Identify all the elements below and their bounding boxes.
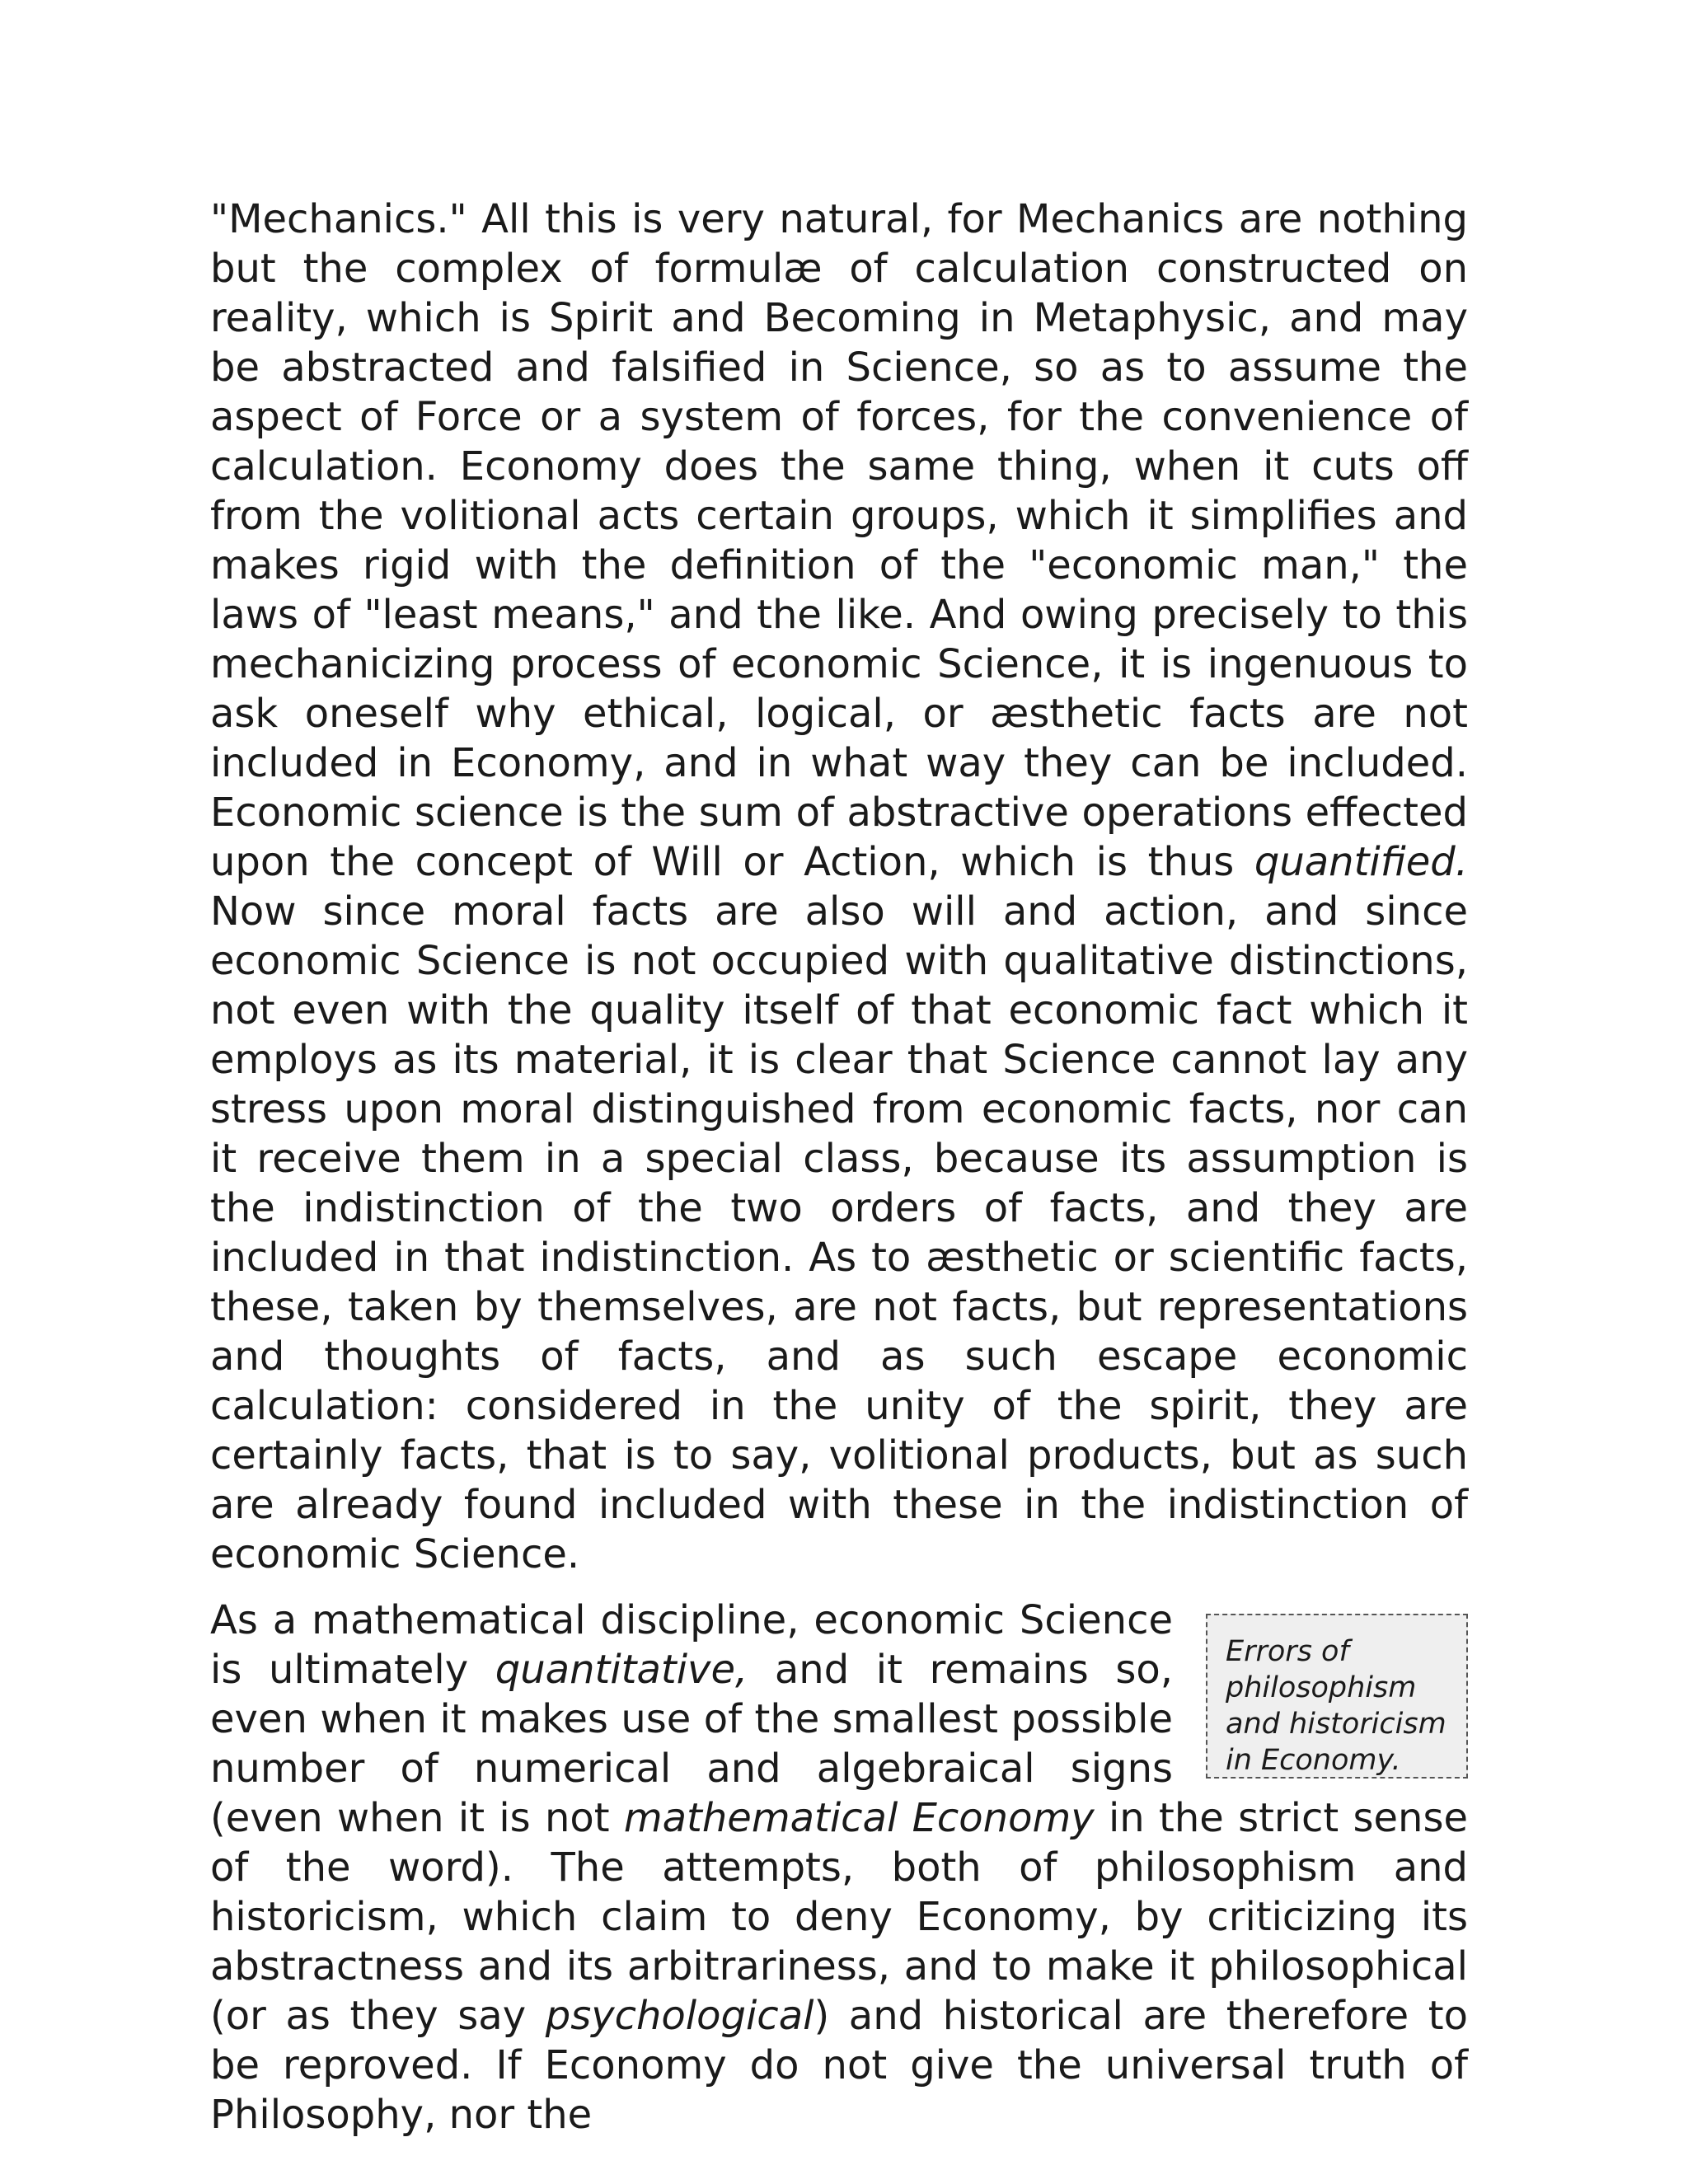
page-body xyxy=(210,194,1468,2139)
paragraph-2-text-a: As a mathematical discipline, economic Science is ultimately xyxy=(210,1597,1173,1693)
paragraph-1-text-b: Now since moral facts are also will and action, and since economic Science is not occupied with qualitative distinctions, not even with the quality itself of that economic fact which it employs as its material, it is clear that Science cannot lay any stress upon moral distinguished from economic facts, nor can it receive them in a special class, because its assumption is the indistinction of the two orders of facts, and they are included in that indistinction. As to æsthetic or scientific facts, these, taken by themselves, are not facts, but representations and thoughts of facts, and as such escape economic calculation: considered in the unity of the spirit, they are certainly facts, that is to say, volitional products, but as such are already found included with these in the indistinction of economic Science. xyxy=(210,888,1468,1577)
paragraph-2-emphasis-psychological: psychological xyxy=(545,1993,814,2039)
paragraph-2-text-b: and it remains so, even when it makes use of the smallest possible number of numerical and algebraical signs (even when it is not xyxy=(210,1647,1173,1841)
paragraph-2-emphasis-quantitative: quantitative, xyxy=(495,1647,748,1693)
paragraph-1 xyxy=(210,194,1468,1579)
paragraph-2-text-d: ) and historical are therefore to be reproved. If Economy do not give the universal truth of Philosophy, nor the xyxy=(210,1993,1468,2138)
paragraph-2 xyxy=(210,1596,1468,2139)
paragraph-2-emphasis-mathematical-economy: mathematical Economy xyxy=(623,1795,1095,1841)
paragraph-2-text-c: in the strict sense of the word). The attempts, both of philosophism and historicism, which claim to deny Economy, by criticizing its abstractness and its arbitrariness, and to make it philosophical (or as they say xyxy=(210,1795,1468,2039)
paragraph-1-emphasis-quantified: quantified. xyxy=(1254,839,1468,885)
paragraph-1-text-a: "Mechanics." All this is very natural, for Mechanics are nothing but the complex of formulæ of calculation constructed on reality, which is Spirit and Becoming in Metaphysic, and may be abstracted and falsified in Science, so as to assume the aspect of Force or a system of forces, for the convenience of calculation. Economy does the same thing, when it cuts off from the volitional acts certain groups, which it simplifies and makes rigid with the definition of the "economic man," the laws of "least means," and the like. And owing precisely to this mechanicizing process of economic Science, it is ingenuous to ask oneself why ethical, logical, or æsthetic facts are not included in Economy, and in what way they can be included. Economic science is the sum of abstractive operations effected upon the concept of Will or Action, which is thus xyxy=(210,196,1468,885)
margin-note: Errors of philosophism and historicism in Economy. xyxy=(1206,1614,1468,1779)
